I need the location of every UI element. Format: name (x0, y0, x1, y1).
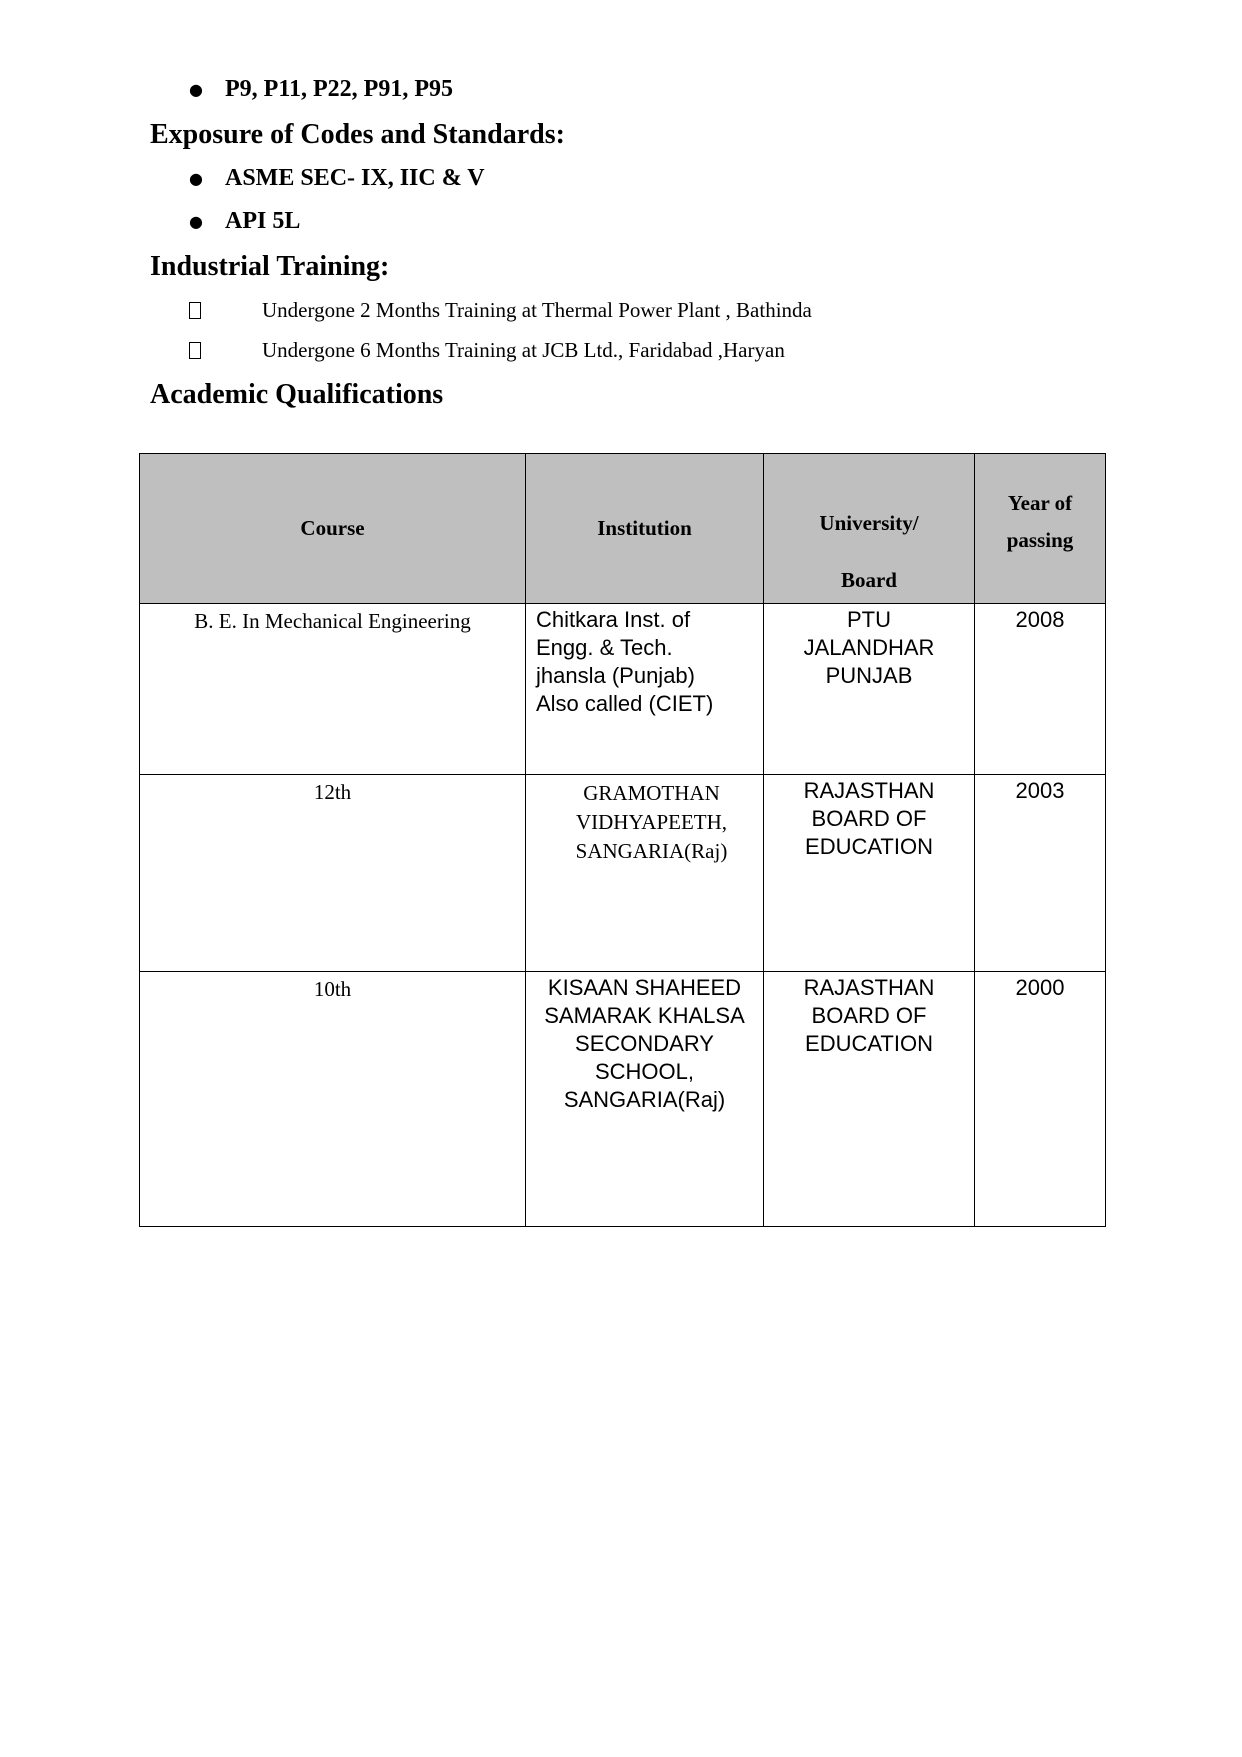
academic-heading: Academic Qualifications (150, 379, 444, 410)
training-heading: Industrial Training: (150, 251, 390, 282)
table-header-row (140, 454, 1106, 604)
year-cell: 2000 (975, 972, 1106, 1227)
bullet-dot: ● (189, 80, 203, 99)
institution-cell: Chitkara Inst. of Engg. & Tech. jhansla (Punjab) Also called (CIET) (526, 604, 764, 775)
university-cell: RAJASTHAN BOARD OF EDUCATION (764, 775, 975, 972)
training-item: Undergone 2 Months Training at Thermal Power Plant , Bathinda (262, 298, 812, 322)
table-row (140, 972, 1106, 1227)
table-row (140, 604, 1106, 775)
bullet-dot: ● (189, 212, 203, 231)
year-cell: 2008 (975, 604, 1106, 775)
course-cell: 10th (140, 972, 526, 1227)
col-passing-label: passing (1006, 528, 1074, 552)
course-cell: B. E. In Mechanical Engineering (140, 604, 526, 775)
year-cell: 2003 (975, 775, 1106, 972)
codes-heading: Exposure of Codes and Standards: (150, 119, 565, 150)
table-row (140, 775, 1106, 972)
col-board-label: Board (840, 568, 897, 592)
col-university-header (764, 454, 975, 604)
bullet-box-icon (189, 342, 201, 359)
col-institution-header (526, 454, 764, 604)
codes-item: API 5L (225, 208, 301, 234)
codes-item: ASME SEC- IX, IIC & V (225, 165, 485, 191)
course-cell: 12th (140, 775, 526, 972)
university-cell: PTU JALANDHAR PUNJAB (764, 604, 975, 775)
col-course-header (140, 454, 526, 604)
bullet-dot: ● (189, 169, 203, 188)
institution-cell: KISAAN SHAHEED SAMARAK KHALSA SECONDARY SCHOOL, SANGARIA(Raj) (526, 972, 764, 1227)
institution-cell: GRAMOTHAN VIDHYAPEETH, SANGARIA(Raj) (526, 775, 764, 972)
qualifications-table (139, 453, 1106, 1227)
col-year-label: Year of (1007, 491, 1073, 515)
grades-item: P9, P11, P22, P91, P95 (225, 76, 453, 102)
col-institution-label: Institution (597, 516, 692, 540)
bullet-box-icon (189, 302, 201, 319)
training-item: Undergone 6 Months Training at JCB Ltd., Faridabad ,Haryan (262, 338, 785, 362)
col-year-header (975, 454, 1106, 604)
university-cell: RAJASTHAN BOARD OF EDUCATION (764, 972, 975, 1227)
col-university-label: University/ (819, 511, 919, 535)
col-course-label: Course (300, 516, 365, 540)
